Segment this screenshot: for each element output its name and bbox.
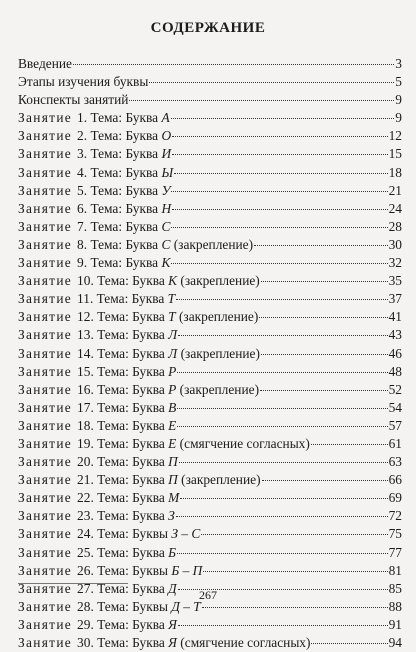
toc-entry <box>18 507 402 525</box>
toc-entry-label <box>18 218 170 236</box>
toc-entry <box>18 381 402 399</box>
toc-page-number: 46 <box>388 345 402 361</box>
toc-entry-label <box>18 127 171 145</box>
dot-leader <box>176 299 388 300</box>
lesson-topic: 13. Тема: Буква <box>77 327 169 343</box>
dot-leader <box>259 317 387 318</box>
toc-page-number: 5 <box>395 74 402 90</box>
lesson-topic: 7. Тема: Буква <box>77 218 162 234</box>
lesson-letter: Д <box>168 580 177 596</box>
lesson-word: Занятие <box>18 182 73 198</box>
lesson-letter: О <box>161 128 172 144</box>
lesson-topic: 2. Тема: Буква <box>77 128 162 144</box>
toc-entry-label <box>18 363 176 381</box>
lesson-letter: Д – Т <box>171 598 201 614</box>
lesson-word: Занятие <box>18 490 73 506</box>
toc-entry-label <box>18 109 170 127</box>
lesson-word: Занятие <box>18 381 73 397</box>
dot-leader <box>172 154 388 155</box>
lesson-topic: 29. Тема: Буква <box>77 616 169 632</box>
toc-entry-label <box>18 164 173 182</box>
lesson-letter: З – С <box>171 526 201 542</box>
toc-entry-label <box>18 326 177 344</box>
lesson-topic: 9. Тема: Буква <box>77 255 162 271</box>
toc-entry-label <box>18 55 72 73</box>
table-of-contents <box>18 55 402 652</box>
lesson-word: Занятие <box>18 218 73 234</box>
toc-entry <box>18 109 402 127</box>
toc-page-number: 69 <box>388 490 402 506</box>
toc-entry <box>18 525 402 543</box>
lesson-word: Занятие <box>18 435 73 451</box>
lesson-word: Занятие <box>18 544 73 560</box>
toc-entry <box>18 544 402 562</box>
toc-page-number: 41 <box>388 309 402 325</box>
lesson-note: (закрепление) <box>175 309 259 325</box>
dot-leader <box>172 209 388 210</box>
toc-page-number: 24 <box>388 200 402 216</box>
toc-entry <box>18 417 402 435</box>
toc-entry <box>18 399 402 417</box>
toc-entry-label <box>18 254 170 272</box>
toc-entry <box>18 73 402 91</box>
lesson-letter: Т <box>168 309 176 325</box>
lesson-word: Занятие <box>18 526 73 542</box>
lesson-letter: Е <box>168 417 177 433</box>
toc-entry-label <box>18 272 260 290</box>
lesson-topic: 3. Тема: Буква <box>77 146 162 162</box>
lesson-topic: 16. Тема: Буква <box>77 381 169 397</box>
lesson-topic: 14. Тема: Буква <box>77 345 169 361</box>
toc-entry-label <box>18 145 171 163</box>
toc-entry-label <box>18 182 170 200</box>
lesson-topic: 10. Тема: Буква <box>77 273 169 289</box>
toc-entry <box>18 218 402 236</box>
lesson-letter: Л <box>168 327 178 343</box>
lesson-word: Занятие <box>18 580 73 596</box>
lesson-letter: Б <box>168 544 177 560</box>
lesson-word: Занятие <box>18 562 73 578</box>
toc-page-number: 48 <box>388 363 402 379</box>
toc-entry <box>18 453 402 471</box>
lesson-letter: С <box>161 236 171 252</box>
toc-entry-label <box>18 399 176 417</box>
dot-leader <box>171 191 387 192</box>
dot-leader <box>174 173 387 174</box>
lesson-letter: К <box>168 273 178 289</box>
toc-entry <box>18 326 402 344</box>
toc-page-number: 66 <box>388 472 402 488</box>
dot-leader <box>254 245 388 246</box>
lesson-word: Занятие <box>18 399 73 415</box>
lesson-note: (смягчение согласных) <box>176 635 311 650</box>
toc-entry-label <box>18 525 200 543</box>
toc-page-number: 21 <box>388 182 402 198</box>
lesson-topic: 21. Тема: Буква <box>77 472 169 488</box>
dot-leader <box>177 372 387 373</box>
toc-entry-label <box>18 308 258 326</box>
toc-entry-label <box>18 435 310 453</box>
dot-leader <box>178 625 388 626</box>
toc-page-number: 88 <box>388 598 402 614</box>
lesson-word: Занятие <box>18 200 73 216</box>
dot-leader <box>261 281 388 282</box>
lesson-topic: 27. Тема: Буква <box>77 580 169 596</box>
dot-leader <box>171 118 395 119</box>
toc-entry-label <box>18 453 178 471</box>
lesson-word: Занятие <box>18 327 73 343</box>
dot-leader <box>203 571 387 572</box>
toc-entry <box>18 272 402 290</box>
toc-page-number: 52 <box>388 381 402 397</box>
toc-entry <box>18 164 402 182</box>
lesson-letter: З <box>168 508 175 524</box>
toc-entry-label <box>18 634 310 652</box>
lesson-word: Занятие <box>18 616 73 632</box>
lesson-note: (закрепление) <box>176 381 260 397</box>
toc-page-number: 61 <box>388 435 402 451</box>
dot-leader <box>171 263 387 264</box>
lesson-word: Занятие <box>18 236 73 252</box>
dot-leader <box>201 534 387 535</box>
toc-entry <box>18 145 402 163</box>
toc-entry <box>18 363 402 381</box>
lesson-topic: 18. Тема: Буква <box>77 417 169 433</box>
lesson-letter: Р <box>168 381 177 397</box>
lesson-word: Занятие <box>18 345 73 361</box>
dot-leader <box>129 100 394 101</box>
lesson-topic: 19. Тема: Буква <box>77 435 169 451</box>
toc-entry-label <box>18 616 177 634</box>
toc-page-number: 75 <box>388 526 402 542</box>
toc-page-number: 28 <box>388 218 402 234</box>
lesson-word: Занятие <box>18 363 73 379</box>
lesson-letter: Н <box>161 200 172 216</box>
lesson-topic: 4. Тема: Буква <box>77 164 162 180</box>
toc-page-number: 30 <box>388 236 402 252</box>
lesson-letter: Я <box>168 616 177 632</box>
toc-entry <box>18 616 402 634</box>
lesson-letter: Ы <box>161 164 174 180</box>
lesson-topic: 1. Тема: Буква <box>77 110 162 126</box>
lesson-letter: У <box>161 182 171 198</box>
dot-leader <box>73 64 394 65</box>
dot-leader <box>177 408 387 409</box>
lesson-letter: Р <box>168 363 177 379</box>
toc-entry-label <box>18 489 179 507</box>
toc-page-number: 72 <box>388 508 402 524</box>
toc-entry <box>18 489 402 507</box>
lesson-topic: 12. Тема: Буква <box>77 309 169 325</box>
toc-page-number: 32 <box>388 255 402 271</box>
lesson-word: Занятие <box>18 255 73 271</box>
toc-entry <box>18 345 402 363</box>
lesson-letter: Е <box>168 435 177 451</box>
lesson-note: (закрепление) <box>177 472 261 488</box>
lesson-word: Занятие <box>18 291 73 307</box>
toc-entry <box>18 127 402 145</box>
toc-page-number: 9 <box>395 92 402 108</box>
lesson-topic: 20. Тема: Буква <box>77 454 169 470</box>
toc-entry <box>18 55 402 73</box>
lesson-topic: 22. Тема: Буква <box>77 490 169 506</box>
lesson-topic: 24. Тема: Буквы <box>77 526 172 542</box>
entry-title: Введение <box>18 56 72 71</box>
dot-leader <box>180 498 387 499</box>
toc-entry <box>18 236 402 254</box>
toc-entry-label <box>18 562 202 580</box>
dot-leader <box>176 516 388 517</box>
entry-title: Этапы изучения буквы <box>18 74 149 90</box>
toc-page-number: 37 <box>388 291 402 307</box>
toc-entry-label <box>18 290 175 308</box>
lesson-letter: И <box>161 146 172 162</box>
toc-entry <box>18 634 402 652</box>
dot-leader <box>202 607 388 608</box>
lesson-note: (закрепление) <box>177 273 260 289</box>
toc-page-number: 94 <box>388 635 402 650</box>
lesson-letter: П <box>168 472 178 488</box>
toc-entry-label <box>18 381 259 399</box>
toc-entry <box>18 182 402 200</box>
toc-page-number: 3 <box>395 56 402 71</box>
toc-page-number: 15 <box>388 146 402 162</box>
lesson-topic: 30. Тема: Буква <box>77 635 169 650</box>
toc-page-number: 85 <box>388 580 402 596</box>
toc-entry-label <box>18 544 176 562</box>
dot-leader <box>260 390 388 391</box>
lesson-letter: М <box>168 490 180 506</box>
dot-leader <box>177 426 387 427</box>
toc-page-number: 12 <box>388 128 402 144</box>
lesson-word: Занятие <box>18 146 73 162</box>
lesson-topic: 17. Тема: Буква <box>77 399 169 415</box>
lesson-topic: 26. Тема: Буквы <box>77 562 172 578</box>
lesson-letter: Б – П <box>171 562 203 578</box>
dot-leader <box>261 354 388 355</box>
toc-entry-label <box>18 345 260 363</box>
lesson-note: (закрепление) <box>177 345 260 361</box>
lesson-word: Занятие <box>18 164 73 180</box>
toc-page-number: 35 <box>388 273 402 289</box>
toc-entry <box>18 200 402 218</box>
lesson-topic: 15. Тема: Буква <box>77 363 169 379</box>
toc-entry-label <box>18 417 176 435</box>
dot-leader <box>262 480 388 481</box>
page-number: 267 <box>199 588 217 602</box>
lesson-letter: С <box>161 218 171 234</box>
lesson-word: Занятие <box>18 309 73 325</box>
toc-entry <box>18 435 402 453</box>
lesson-word: Занятие <box>18 635 73 650</box>
dot-leader <box>178 335 387 336</box>
toc-page-number: 77 <box>388 544 402 560</box>
dot-leader <box>149 82 394 83</box>
lesson-letter: Я <box>168 635 177 650</box>
toc-page-number: 57 <box>388 417 402 433</box>
lesson-topic: 11. Тема: Буква <box>77 291 168 307</box>
lesson-word: Занятие <box>18 273 73 289</box>
page-title: СОДЕРЖАНИЕ <box>150 20 266 36</box>
toc-page-number: 9 <box>395 110 402 126</box>
dot-leader <box>179 462 388 463</box>
lesson-word: Занятие <box>18 472 73 488</box>
toc-page-number: 43 <box>388 327 402 343</box>
lesson-topic: 5. Тема: Буква <box>77 182 162 198</box>
toc-page-number: 91 <box>388 616 402 632</box>
toc-entry-label <box>18 200 171 218</box>
dot-leader <box>311 444 388 445</box>
toc-entry <box>18 308 402 326</box>
toc-entry-label <box>18 471 261 489</box>
lesson-letter: Л <box>168 345 178 361</box>
lesson-topic: 28. Тема: Буквы <box>77 598 172 614</box>
lesson-word: Занятие <box>18 454 73 470</box>
lesson-letter: В <box>168 399 177 415</box>
dot-leader <box>172 136 388 137</box>
lesson-word: Занятие <box>18 598 73 614</box>
toc-entry-label <box>18 507 175 525</box>
toc-entry <box>18 290 402 308</box>
lesson-note: (смягчение согласных) <box>176 435 310 451</box>
toc-entry-label <box>18 73 148 91</box>
toc-page-number: 54 <box>388 399 402 415</box>
dot-leader <box>311 643 387 644</box>
lesson-letter: П <box>168 454 178 470</box>
dot-leader <box>177 553 388 554</box>
toc-entry <box>18 471 402 489</box>
toc-page-number: 81 <box>388 562 402 578</box>
lesson-letter: Т <box>167 291 176 307</box>
lesson-topic: 8. Тема: Буква <box>77 236 162 252</box>
lesson-word: Занятие <box>18 417 73 433</box>
lesson-topic: 6. Тема: Буква <box>77 200 162 216</box>
toc-entry <box>18 91 402 109</box>
toc-page-number: 18 <box>388 164 402 180</box>
lesson-word: Занятие <box>18 110 73 126</box>
lesson-letter: К <box>161 255 171 271</box>
toc-entry <box>18 562 402 580</box>
dot-leader <box>171 227 387 228</box>
entry-title: Конспекты занятий <box>18 92 129 108</box>
lesson-word: Занятие <box>18 508 73 524</box>
lesson-topic: 23. Тема: Буква <box>77 508 169 524</box>
footnote-rule <box>18 583 128 584</box>
lesson-note: (закрепление) <box>170 236 254 252</box>
toc-entry-label <box>18 91 128 109</box>
toc-entry <box>18 254 402 272</box>
lesson-letter: А <box>161 110 170 126</box>
lesson-topic: 25. Тема: Буква <box>77 544 169 560</box>
toc-page-number: 63 <box>388 454 402 470</box>
toc-entry-label <box>18 236 253 254</box>
lesson-word: Занятие <box>18 128 73 144</box>
